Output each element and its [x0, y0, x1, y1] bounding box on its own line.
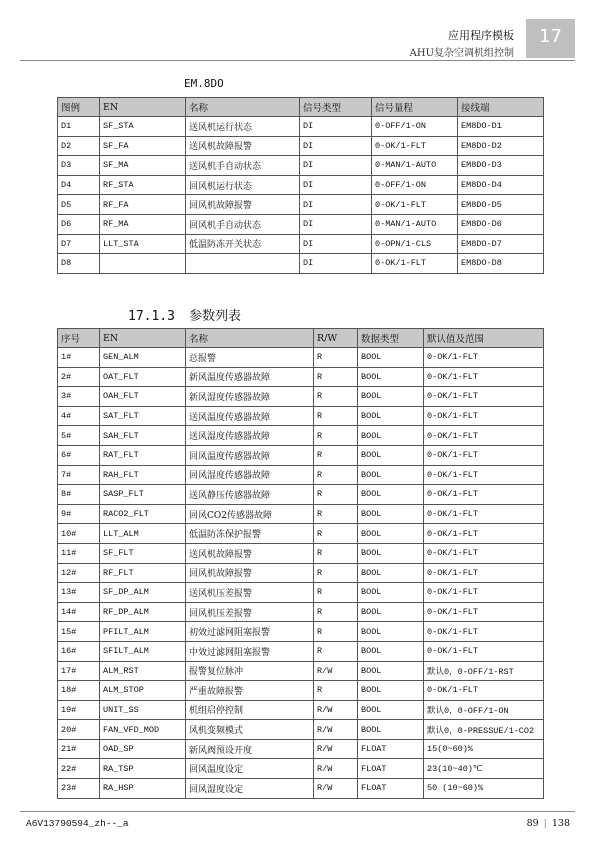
table-cell: 严重故障报警 — [186, 681, 314, 701]
table-cell: SF_FLT — [100, 543, 186, 563]
table-cell: ALM_RST — [100, 661, 186, 681]
table-cell: 0-OPN/1-CLS — [372, 234, 458, 254]
table-cell: DI — [300, 254, 372, 274]
table-row — [58, 504, 544, 524]
table-cell: 7# — [58, 465, 100, 485]
table-cell: D7 — [58, 234, 100, 254]
table-cell: UNIT_SS — [100, 700, 186, 720]
table-cell: DI — [300, 175, 372, 195]
table-cell: BOOL — [358, 426, 424, 446]
section-heading — [128, 305, 241, 324]
table-cell — [186, 254, 300, 274]
table-cell: SF_FA — [100, 136, 186, 156]
table-cell: 0-OK/1-FLT — [424, 583, 544, 603]
table-cell: RAT_FLT — [100, 445, 186, 465]
table-cell: 0-MAN/1-AUTO — [372, 214, 458, 234]
table-row — [58, 622, 544, 642]
header-title: 应用程序模板 — [448, 29, 514, 42]
table-cell: 送风湿度传感器故障 — [186, 426, 314, 446]
table-cell: BOOL — [358, 387, 424, 407]
table-cell: R — [314, 681, 358, 701]
col-header: 数据类型 — [358, 329, 424, 348]
table-cell: R/W — [314, 739, 358, 759]
table-cell: FLOAT — [358, 759, 424, 779]
table-cell: 0-OK/1-FLT — [372, 136, 458, 156]
table-cell: D3 — [58, 156, 100, 176]
section-title: 参数列表 — [188, 309, 241, 324]
table-cell: 10# — [58, 524, 100, 544]
table-row — [58, 426, 544, 446]
table-cell: 回风机运行状态 — [186, 175, 300, 195]
table-cell: BOOL — [358, 602, 424, 622]
table-cell: BOOL — [358, 504, 424, 524]
table-cell: 回风机压差报警 — [186, 602, 314, 622]
table-cell: R — [314, 524, 358, 544]
col-header: EN — [100, 329, 186, 348]
table-cell: BOOL — [358, 406, 424, 426]
table-cell: D4 — [58, 175, 100, 195]
table-row — [58, 156, 544, 176]
table-row — [58, 387, 544, 407]
chapter-badge: 17 — [526, 19, 575, 58]
table-cell: SF_STA — [100, 117, 186, 137]
table-cell: 2# — [58, 367, 100, 387]
table-cell: 0-OK/1-FLT — [424, 602, 544, 622]
table-row — [58, 583, 544, 603]
table-cell: SASP_FLT — [100, 485, 186, 505]
table-cell: 19# — [58, 700, 100, 720]
table-cell: 22# — [58, 759, 100, 779]
table-cell: 回风机故障报警 — [186, 563, 314, 583]
table-cell: BOOL — [358, 583, 424, 603]
table-row — [58, 234, 544, 254]
table-cell: DI — [300, 156, 372, 176]
table-cell: BOOL — [358, 661, 424, 681]
table-row — [58, 602, 544, 622]
table-cell: 送风机手自动状态 — [186, 156, 300, 176]
table-cell: R/W — [314, 661, 358, 681]
table-cell: 0-OK/1-FLT — [424, 681, 544, 701]
table-cell: BOOL — [358, 700, 424, 720]
table-cell: D8 — [58, 254, 100, 274]
table-cell: R — [314, 465, 358, 485]
table-cell: 0-OK/1-FLT — [424, 543, 544, 563]
col-header: 名称 — [186, 98, 300, 117]
total-pages: 138 — [551, 818, 570, 829]
table-row — [58, 779, 544, 799]
table-cell: R/W — [314, 700, 358, 720]
table-cell: EM8DO-D1 — [458, 117, 544, 137]
table-cell: RF_STA — [100, 175, 186, 195]
table-cell: 送风温度传感器故障 — [186, 406, 314, 426]
table-cell: 1# — [58, 348, 100, 368]
table-cell: 送风机压差报警 — [186, 583, 314, 603]
table-cell: EM8DO-D6 — [458, 214, 544, 234]
table-cell: RAH_FLT — [100, 465, 186, 485]
table-cell: EM8DO-D3 — [458, 156, 544, 176]
col-header: EN — [100, 98, 186, 117]
table-cell: 风机变频模式 — [186, 720, 314, 740]
table-cell: BOOL — [358, 485, 424, 505]
table-cell: BOOL — [358, 720, 424, 740]
table-cell: 低温防冻保护报警 — [186, 524, 314, 544]
page-number — [527, 818, 570, 829]
table-cell: BOOL — [358, 524, 424, 544]
table-cell: 18# — [58, 681, 100, 701]
table-cell: 0-OFF/1-ON — [372, 117, 458, 137]
table-cell: 0-OK/1-FLT — [424, 387, 544, 407]
table-cell: FLOAT — [358, 779, 424, 799]
table-cell: R — [314, 406, 358, 426]
table-cell: R — [314, 622, 358, 642]
table-cell: R — [314, 367, 358, 387]
table-cell: 0-OK/1-FLT — [424, 641, 544, 661]
table-cell: 15(0~60)% — [424, 739, 544, 759]
table-cell: 15# — [58, 622, 100, 642]
table-cell: BOOL — [358, 367, 424, 387]
table-cell: 新风湿度传感器故障 — [186, 387, 314, 407]
table-cell: 回风温度设定 — [186, 759, 314, 779]
table-cell: OAH_FLT — [100, 387, 186, 407]
table-cell: LLT_ALM — [100, 524, 186, 544]
table-row — [58, 720, 544, 740]
table-row — [58, 681, 544, 701]
col-header: 名称 — [186, 329, 314, 348]
table-cell: 新风阀预设开度 — [186, 739, 314, 759]
table-cell: 0-MAN/1-AUTO — [372, 156, 458, 176]
table-cell: LLT_STA — [100, 234, 186, 254]
table-cell: GEN_ALM — [100, 348, 186, 368]
table-cell: 送风机运行状态 — [186, 117, 300, 137]
table-cell: 低温防冻开关状态 — [186, 234, 300, 254]
table-cell: 中效过滤网阻塞报警 — [186, 641, 314, 661]
table-header-row — [58, 329, 544, 348]
table-cell: DI — [300, 214, 372, 234]
table-cell: R — [314, 543, 358, 563]
table-cell: 0-OK/1-FLT — [424, 367, 544, 387]
table-cell: 回风湿度传感器故障 — [186, 465, 314, 485]
table-cell: 送风机故障报警 — [186, 543, 314, 563]
table-cell: BOOL — [358, 622, 424, 642]
table-cell: 送风静压传感器故障 — [186, 485, 314, 505]
table-cell: R — [314, 485, 358, 505]
table-cell: PFILT_ALM — [100, 622, 186, 642]
table-cell: 16# — [58, 641, 100, 661]
table-row — [58, 195, 544, 215]
table-row — [58, 563, 544, 583]
table-cell: RF_FLT — [100, 563, 186, 583]
table-cell: DI — [300, 195, 372, 215]
table-cell: 21# — [58, 739, 100, 759]
table-cell: R — [314, 602, 358, 622]
table-cell: RF_DP_ALM — [100, 602, 186, 622]
table-cell: R — [314, 583, 358, 603]
table-cell: 13# — [58, 583, 100, 603]
table-row — [58, 348, 544, 368]
header-divider — [20, 60, 575, 61]
table-cell: EM8DO-D7 — [458, 234, 544, 254]
table-cell — [100, 254, 186, 274]
table-cell: 14# — [58, 602, 100, 622]
table-cell: 0-OK/1-FLT — [424, 622, 544, 642]
table-cell: 0-OK/1-FLT — [424, 348, 544, 368]
parameter-table — [57, 328, 544, 799]
table-cell: BOOL — [358, 348, 424, 368]
table-cell: 0-OK/1-FLT — [424, 426, 544, 446]
table-cell: BOOL — [358, 681, 424, 701]
table-row — [58, 641, 544, 661]
current-page: 89 — [526, 818, 539, 829]
table-cell: 23# — [58, 779, 100, 799]
table-cell: 默认0，0-OFF/1-RST — [424, 661, 544, 681]
table-cell: 0-OK/1-FLT — [424, 504, 544, 524]
table-row — [58, 175, 544, 195]
header-subtitle: AHU复杂空调机组控制 — [409, 48, 514, 59]
table-cell: 0-OK/1-FLT — [424, 465, 544, 485]
table-row — [58, 445, 544, 465]
table-row — [58, 254, 544, 274]
table-cell: SF_DP_ALM — [100, 583, 186, 603]
table-header-row — [58, 98, 544, 117]
table-cell: 0-OK/1-FLT — [372, 195, 458, 215]
table-cell: 0-OK/1-FLT — [424, 524, 544, 544]
table-cell: R/W — [314, 779, 358, 799]
table-cell: EM8DO-D8 — [458, 254, 544, 274]
table-cell: 报警复位脉冲 — [186, 661, 314, 681]
table-cell: 0-OK/1-FLT — [424, 563, 544, 583]
table-cell: 回风机手自动状态 — [186, 214, 300, 234]
table-cell: DI — [300, 234, 372, 254]
table-cell: D6 — [58, 214, 100, 234]
section-number: 17.1.3 — [128, 309, 175, 324]
table-cell: 12# — [58, 563, 100, 583]
table-cell: 4# — [58, 406, 100, 426]
table-cell: SAH_FLT — [100, 426, 186, 446]
table-row — [58, 136, 544, 156]
table-cell: 0-OFF/1-ON — [372, 175, 458, 195]
table-cell: FAN_VFD_MOD — [100, 720, 186, 740]
table-cell: EM8DO-D5 — [458, 195, 544, 215]
table-cell: R — [314, 641, 358, 661]
table-cell: OAD_SP — [100, 739, 186, 759]
table-cell: DI — [300, 117, 372, 137]
table-row — [58, 485, 544, 505]
table-cell: SFILT_ALM — [100, 641, 186, 661]
table-cell: 5# — [58, 426, 100, 446]
table-cell: 总报警 — [186, 348, 314, 368]
table-row — [58, 543, 544, 563]
table-row — [58, 759, 544, 779]
table-cell: D5 — [58, 195, 100, 215]
table-cell: RF_MA — [100, 214, 186, 234]
table-row — [58, 406, 544, 426]
table-cell: 23(10~40)℃ — [424, 759, 544, 779]
table-cell: SAT_FLT — [100, 406, 186, 426]
table-cell: BOOL — [358, 465, 424, 485]
table-cell: 3# — [58, 387, 100, 407]
table-cell: 机组启停控制 — [186, 700, 314, 720]
table-cell: 8# — [58, 485, 100, 505]
table-cell: R — [314, 563, 358, 583]
col-header: 默认值及范围 — [424, 329, 544, 348]
table-cell: 回风温度传感器故障 — [186, 445, 314, 465]
col-header: R/W — [314, 329, 358, 348]
col-header: 信号类型 — [300, 98, 372, 117]
table-cell: SF_MA — [100, 156, 186, 176]
col-header: 序号 — [58, 329, 100, 348]
table-cell: RA_TSP — [100, 759, 186, 779]
table-cell: 默认0，0-OFF/1-ON — [424, 700, 544, 720]
table-cell: 50 (10~60)% — [424, 779, 544, 799]
table-cell: BOOL — [358, 641, 424, 661]
table-row — [58, 214, 544, 234]
table-cell: RA_HSP — [100, 779, 186, 799]
table-cell: 11# — [58, 543, 100, 563]
table-cell: D2 — [58, 136, 100, 156]
table-cell: 新风温度传感器故障 — [186, 367, 314, 387]
table-cell: 回风机故障报警 — [186, 195, 300, 215]
footer-divider — [20, 811, 575, 812]
io-table — [57, 97, 544, 274]
table-cell: FLOAT — [358, 739, 424, 759]
table-cell: BOOL — [358, 563, 424, 583]
table-cell: 0-OK/1-FLT — [372, 254, 458, 274]
table-row — [58, 661, 544, 681]
table-cell: 回风CO2传感器故障 — [186, 504, 314, 524]
table-cell: 6# — [58, 445, 100, 465]
table-cell: 9# — [58, 504, 100, 524]
table-cell: R — [314, 445, 358, 465]
table-cell: EM8DO-D2 — [458, 136, 544, 156]
table-cell: 0-OK/1-FLT — [424, 406, 544, 426]
table-cell: RACO2_FLT — [100, 504, 186, 524]
table-cell: R — [314, 426, 358, 446]
table-cell: RF_FA — [100, 195, 186, 215]
col-header: 图例 — [58, 98, 100, 117]
table-cell: 初效过滤网阻塞报警 — [186, 622, 314, 642]
col-header: 接线端 — [458, 98, 544, 117]
table-row — [58, 117, 544, 137]
table-cell: 0-OK/1-FLT — [424, 485, 544, 505]
table-cell: R/W — [314, 759, 358, 779]
table-cell: BOOL — [358, 543, 424, 563]
page-separator: | — [543, 818, 547, 829]
table-row — [58, 700, 544, 720]
table-title: EM.8DO — [184, 77, 224, 90]
col-header: 信号量程 — [372, 98, 458, 117]
document-id: A6V13790594_zh--_a — [26, 818, 129, 829]
table-cell: 送风机故障报警 — [186, 136, 300, 156]
table-cell: EM8DO-D4 — [458, 175, 544, 195]
table-cell: DI — [300, 136, 372, 156]
table-cell: BOOL — [358, 445, 424, 465]
table-cell: 默认0，0-PRESSUE/1-CO2 — [424, 720, 544, 740]
table-cell: 回风湿度设定 — [186, 779, 314, 799]
table-cell: R/W — [314, 720, 358, 740]
table-cell: 0-OK/1-FLT — [424, 445, 544, 465]
table-cell: R — [314, 387, 358, 407]
table-cell: R — [314, 504, 358, 524]
table-row — [58, 739, 544, 759]
table-row — [58, 367, 544, 387]
table-row — [58, 524, 544, 544]
table-cell: 17# — [58, 661, 100, 681]
table-cell: ALM_STOP — [100, 681, 186, 701]
table-cell: R — [314, 348, 358, 368]
table-cell: OAT_FLT — [100, 367, 186, 387]
table-cell: 20# — [58, 720, 100, 740]
table-cell: D1 — [58, 117, 100, 137]
table-row — [58, 465, 544, 485]
